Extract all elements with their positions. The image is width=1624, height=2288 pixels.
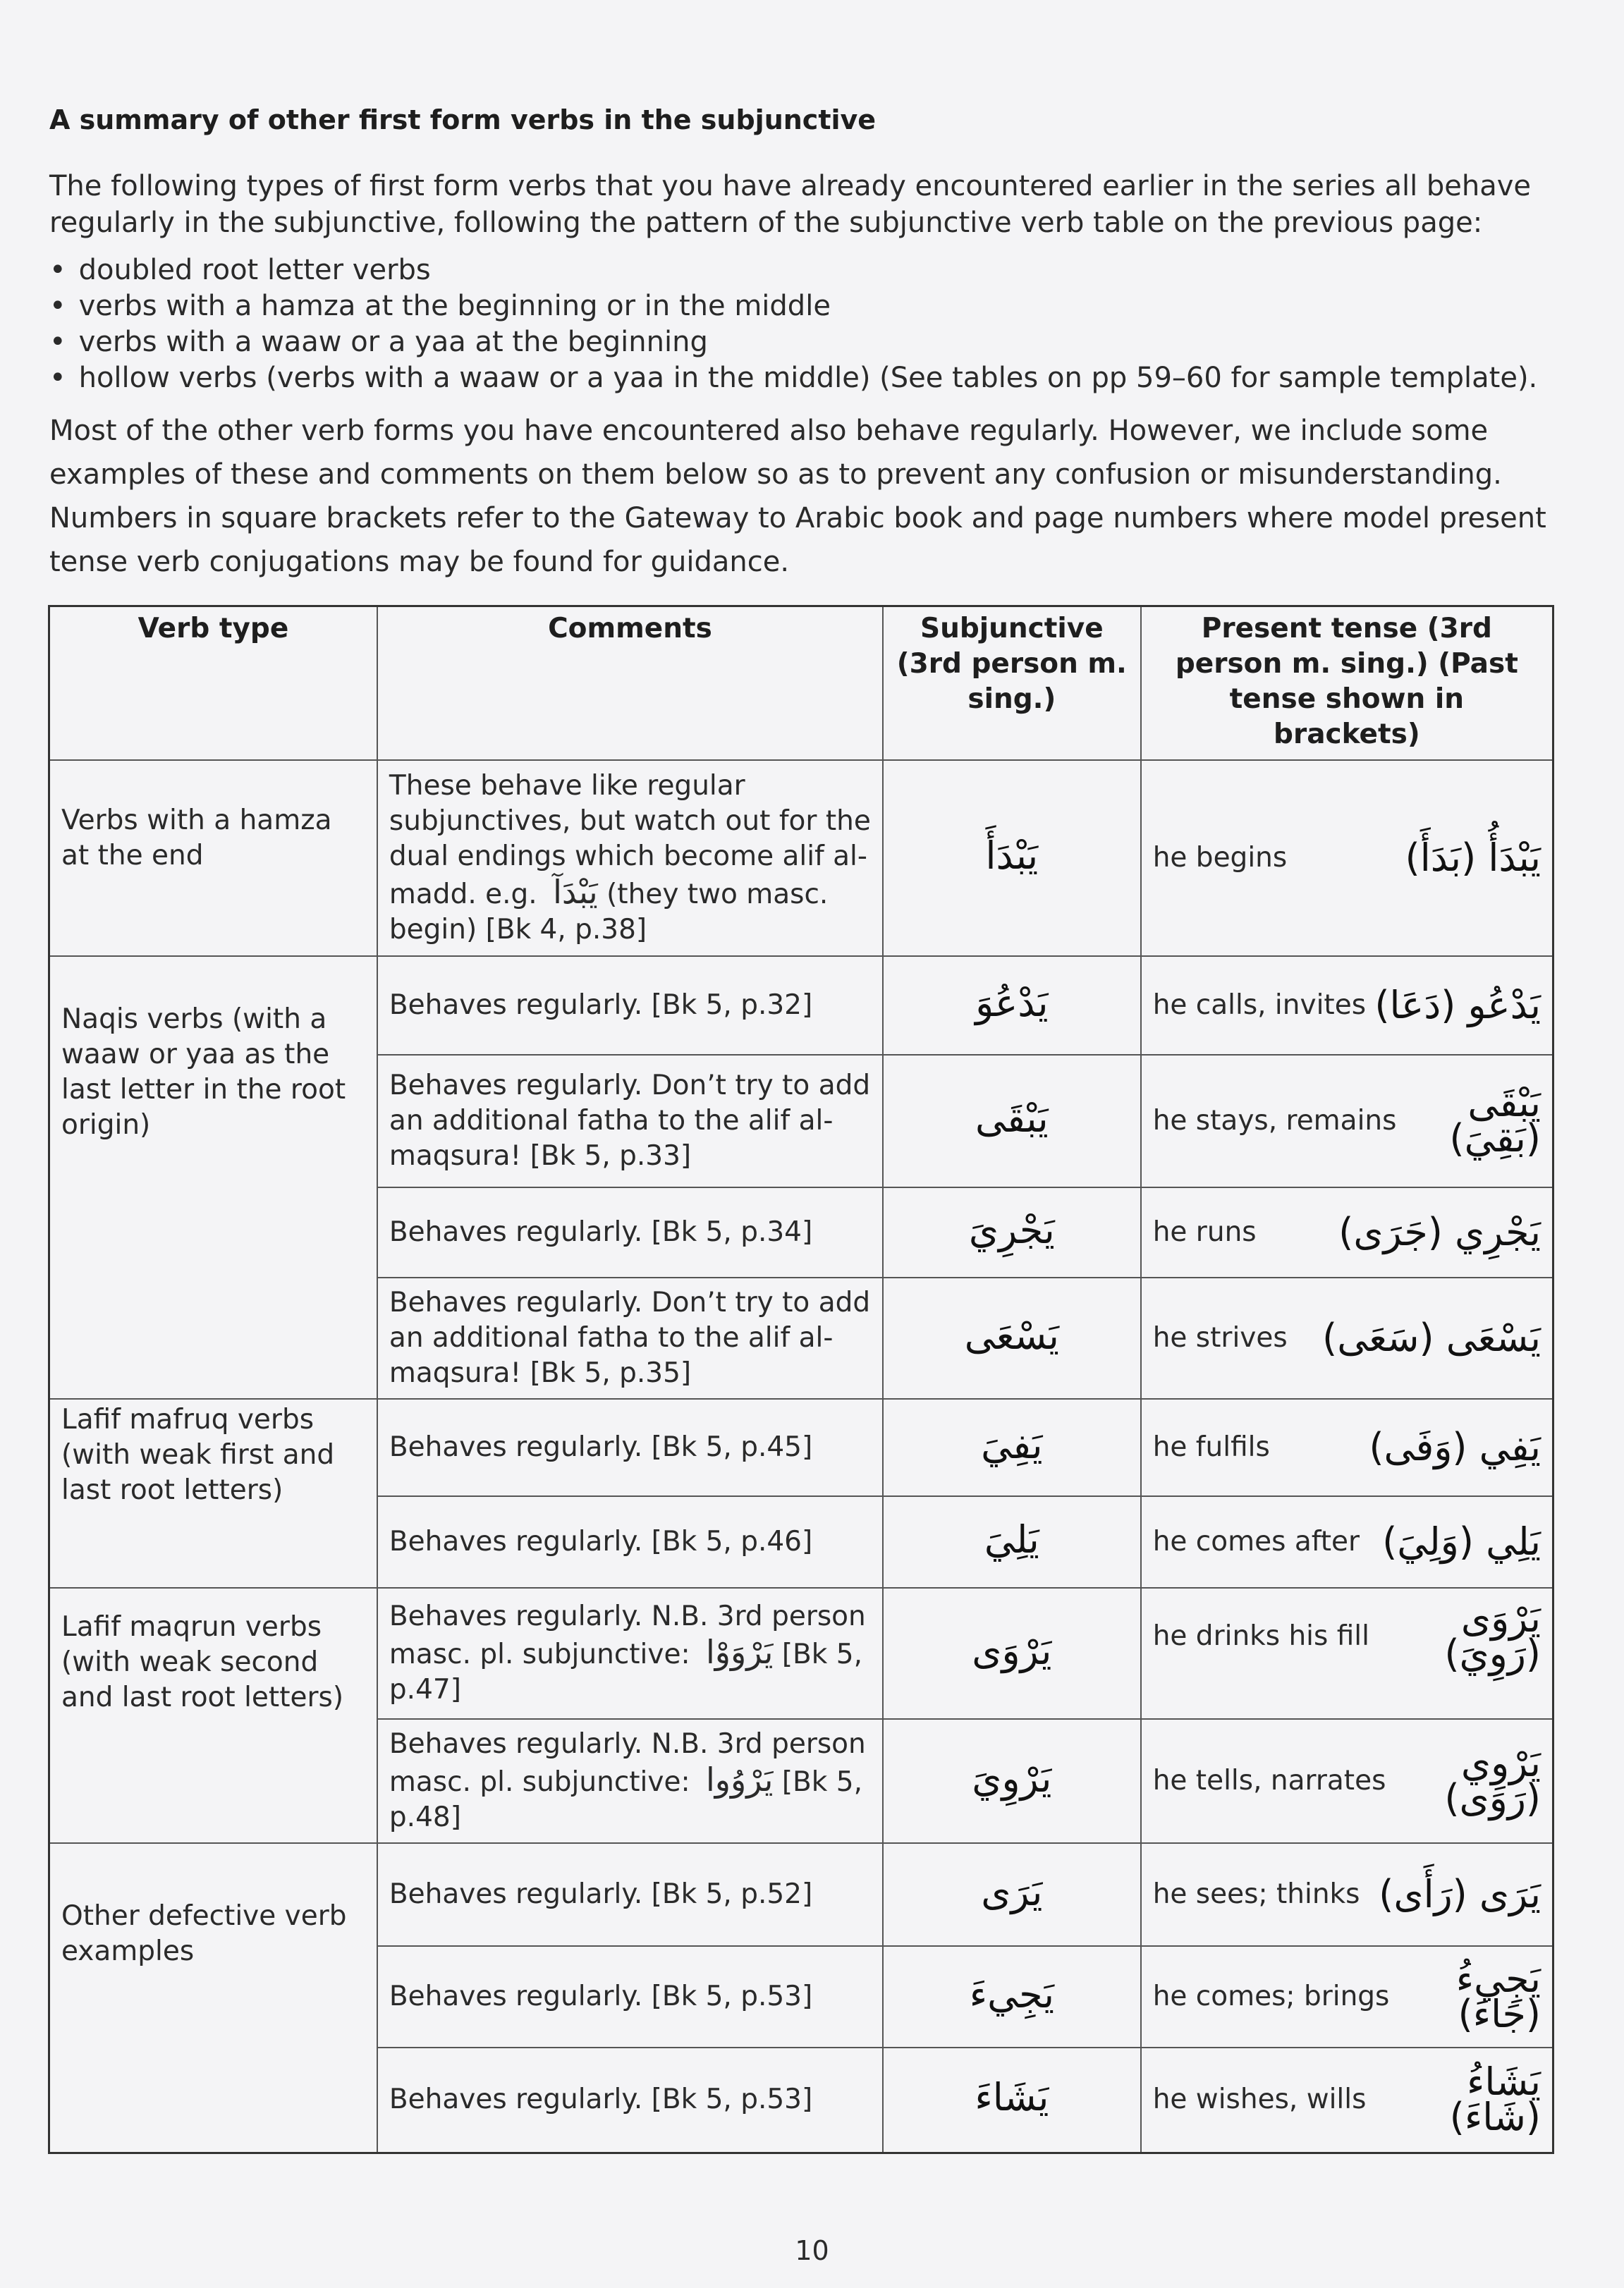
- comment-cell: Behaves regularly. [Bk 5, p.53]: [377, 1946, 883, 2048]
- header-comments: Comments: [377, 606, 883, 760]
- subjunctive-cell: [883, 1946, 1141, 2048]
- present-cell: [1141, 2048, 1553, 2153]
- gloss: he sees; thinks: [1152, 1878, 1360, 1910]
- comment-tail: [Bk 5, p.48]: [389, 1766, 862, 1833]
- comment-tail: [Bk 5, p.47]: [389, 1638, 862, 1706]
- list-item: • hollow verbs (verbs with a waaw or a yaa in the middle) (See tables on pp 59–60 for sample template).: [49, 360, 1587, 396]
- comment-cell: Behaves regularly. [Bk 5, p.52]: [377, 1843, 883, 1946]
- present-cell: [1141, 1055, 1553, 1187]
- header-subjunctive: Subjunctive (3rd person m. sing.): [883, 606, 1141, 760]
- verb-type-cell: Other defective verb examples: [49, 1843, 377, 2153]
- subjunctive-cell: [883, 1719, 1141, 1843]
- table-row: [49, 956, 1553, 1055]
- present-form: يَشَاءُ (شَاءَ): [1449, 2060, 1541, 2140]
- comment-text: These behave like regular subjunctives, but watch out for the dual endings which become alif al-madd. e.g.: [389, 769, 871, 910]
- comment-cell: Behaves regularly. Don’t try to add an additional fatha to the alif al-maqsura! [Bk 5, p.35]: [377, 1278, 883, 1399]
- page-number: 10: [795, 2235, 829, 2266]
- comment-arabic: يَرْوُوا: [706, 1760, 774, 1799]
- comment-arabic: يَبْدَآ: [553, 872, 598, 911]
- subjunctive-cell: [883, 760, 1141, 956]
- verb-type-cell: Lafif maqrun verbs (with weak second and last root letters): [49, 1588, 377, 1843]
- intro-paragraph: The following types of first form verbs that you have already encountered earlier in the series all behave regularly in the subjunctive, following the pattern of the subjunctive verb table on the previous page:: [49, 170, 1532, 239]
- subjunctive-form: يَسْعَى: [964, 1313, 1059, 1358]
- gloss: he comes; brings: [1152, 1980, 1390, 2012]
- gloss: he fulfils: [1152, 1431, 1270, 1463]
- gloss: he drinks his fill: [1152, 1620, 1369, 1652]
- table-row: [49, 760, 1553, 956]
- explanation-paragraph: Most of the other verb forms you have encountered also behave regularly. However, we include some examples of these and comments on them below so as to prevent any confusion or misunderstanding. Numbers in square brackets refer to the Gateway to Arabic book and page numbers where model present tense verb conjugations may be found for guidance.: [49, 415, 1546, 578]
- comment-cell: Behaves regularly. [Bk 5, p.34]: [377, 1187, 883, 1278]
- comment-text: Behaves regularly. N.B. 3rd person masc. pl. subjunctive:: [389, 1600, 866, 1670]
- subjunctive-form: يَفِيَ: [981, 1422, 1043, 1467]
- subjunctive-cell: [883, 1055, 1141, 1187]
- table-header-row: [49, 606, 1553, 760]
- gloss: he wishes, wills: [1152, 2084, 1367, 2116]
- present-form: يَرَى (رَأَى): [1379, 1871, 1541, 1916]
- subjunctive-form: يَلِيَ: [984, 1517, 1039, 1562]
- present-form: يَفِي (وَفَى): [1369, 1424, 1541, 1469]
- present-form: يَلِي (وَلِيَ): [1382, 1519, 1541, 1564]
- comment-tail: (they two masc. begin) [Bk 4, p.38]: [389, 878, 829, 946]
- present-cell: [1141, 1496, 1553, 1588]
- subjunctive-form: يَرْوِيَ: [972, 1756, 1052, 1801]
- present-cell: [1141, 956, 1553, 1055]
- subjunctive-form: يَجْرِيَ: [968, 1207, 1055, 1252]
- subjunctive-cell: [883, 1496, 1141, 1588]
- gloss: he comes after: [1152, 1525, 1360, 1558]
- list-item: • verbs with a waaw or a yaa at the beginning: [49, 324, 1587, 360]
- subjunctive-form: يَجِيءَ: [969, 1971, 1054, 2017]
- verb-type-cell: Naqis verbs (with a waaw or yaa as the last letter in the root origin): [49, 956, 377, 1399]
- present-form: يَبْقَى (بَقِيَ): [1449, 1080, 1541, 1161]
- present-form: يَجْرِي (جَرَى): [1338, 1209, 1541, 1254]
- table-row: [49, 1588, 1553, 1719]
- present-cell: [1141, 1187, 1553, 1278]
- subjunctive-cell: [883, 1187, 1141, 1278]
- subjunctive-form: يَشَاءَ: [975, 2075, 1049, 2120]
- header-verb-type: Verb type: [49, 606, 377, 760]
- subjunctive-form: يَبْقَى: [975, 1096, 1049, 1141]
- header-present-tense: Present tense (3rd person m. sing.) (Past tense shown in brackets): [1141, 606, 1553, 760]
- comment-cell: Behaves regularly. [Bk 5, p.46]: [377, 1496, 883, 1588]
- present-form: يَدْعُو (دَعَا): [1374, 982, 1541, 1027]
- comment-cell: Behaves regularly. [Bk 5, p.45]: [377, 1399, 883, 1496]
- present-form: يَسْعَى (سَعَى): [1322, 1315, 1541, 1360]
- comment-arabic: يَرْوَوْا: [706, 1632, 774, 1671]
- comment-cell: Behaves regularly. [Bk 5, p.53]: [377, 2048, 883, 2153]
- comment-cell: [377, 1719, 883, 1843]
- present-form: يَرْوَى (رَوِيَ): [1444, 1596, 1541, 1676]
- subjunctive-cell: [883, 956, 1141, 1055]
- present-cell: [1141, 760, 1553, 956]
- gloss: he begins: [1152, 841, 1288, 874]
- present-cell: [1141, 1719, 1553, 1843]
- present-form: يَبْدَأُ (بَدَأَ): [1405, 835, 1541, 880]
- subjunctive-form: يَرَى: [981, 1869, 1043, 1914]
- subjunctive-form: يَبْدَأَ: [985, 833, 1039, 878]
- gloss: he tells, narrates: [1152, 1764, 1386, 1797]
- present-cell: [1141, 1399, 1553, 1496]
- present-cell: [1141, 1946, 1553, 2048]
- subjunctive-cell: [883, 1399, 1141, 1496]
- gloss: he calls, invites: [1152, 989, 1367, 1021]
- present-cell: [1141, 1843, 1553, 1946]
- subjunctive-cell: [883, 1278, 1141, 1399]
- verb-type-cell: Lafif mafruq verbs (with weak first and last root letters): [49, 1399, 377, 1588]
- verb-type-cell: Verbs with a hamza at the end: [49, 760, 377, 956]
- subjunctive-cell: [883, 1588, 1141, 1719]
- list-item: • doubled root letter verbs: [49, 252, 1587, 288]
- present-cell: [1141, 1588, 1553, 1719]
- gloss: he stays, remains: [1152, 1104, 1397, 1137]
- present-cell: [1141, 1278, 1553, 1399]
- table-row: [49, 1843, 1553, 1946]
- verb-type-list: [49, 252, 1587, 396]
- comment-text: Behaves regularly. N.B. 3rd person masc. pl. subjunctive:: [389, 1727, 866, 1798]
- subjunctive-form: يَرْوَى: [972, 1628, 1052, 1673]
- present-form: يَرْوِي (رَوَى): [1444, 1740, 1541, 1821]
- table-row: [49, 1399, 1553, 1496]
- comment-cell: [377, 1588, 883, 1719]
- list-item: • verbs with a hamza at the beginning or in the middle: [49, 288, 1587, 324]
- present-form: يَجِيءُ (جَاءَ): [1455, 1956, 1541, 2036]
- verb-table: [48, 605, 1554, 2154]
- subjunctive-form: يَدْعُوَ: [975, 980, 1049, 1025]
- comment-cell: Behaves regularly. [Bk 5, p.32]: [377, 956, 883, 1055]
- section-heading: A summary of other first form verbs in the subjunctive: [49, 104, 877, 135]
- comment-cell: [377, 760, 883, 956]
- gloss: he runs: [1152, 1216, 1257, 1248]
- subjunctive-cell: [883, 1843, 1141, 1946]
- subjunctive-cell: [883, 2048, 1141, 2153]
- comment-cell: Behaves regularly. Don’t try to add an additional fatha to the alif al-maqsura! [Bk 5, p.33]: [377, 1055, 883, 1187]
- gloss: he strives: [1152, 1321, 1288, 1354]
